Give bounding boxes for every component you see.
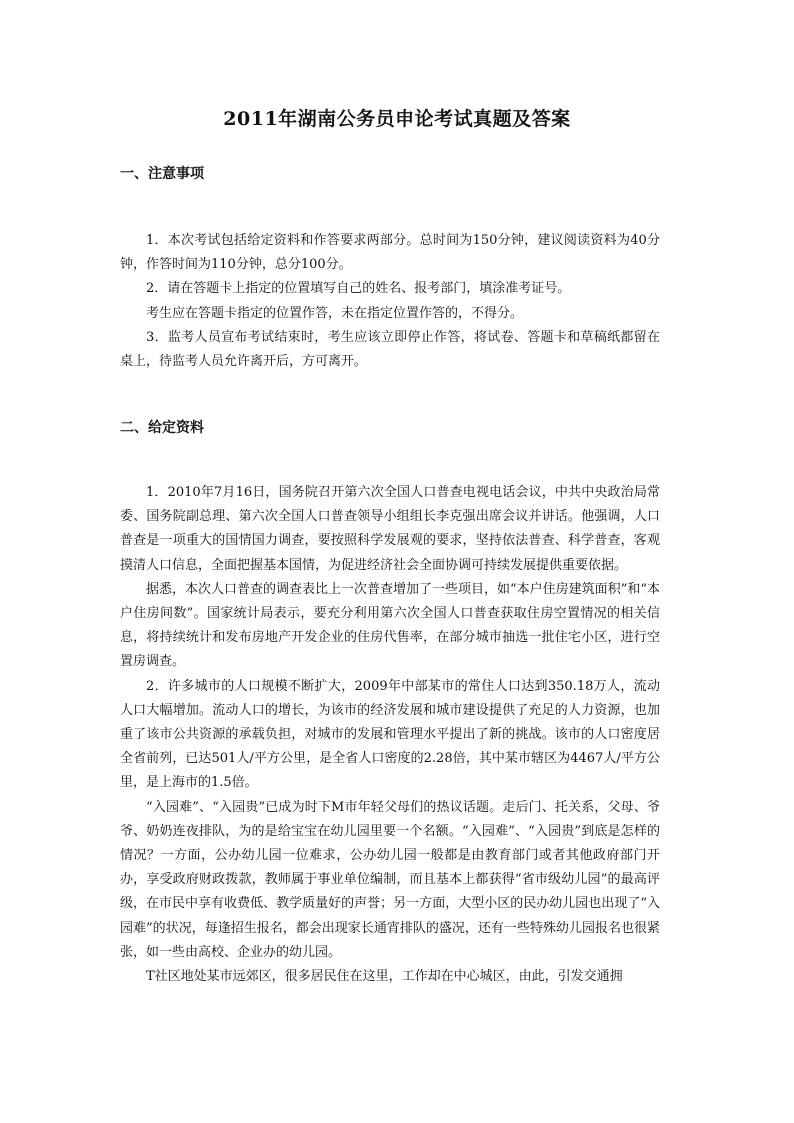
paragraph: 1．2010年7月16日，国务院召开第六次全国人口普查电视电话会议，中共中央政治局常委、国务院副总理、第六次全国人口普查领导小组组长李克强出席会议并讲话。他强调，人口普查是一项重大的国情国力调查，要按照科学发展观的要求，坚持依法普查、科学普查，客观摸清人口信息，全面把握基本国情，为促进经济社会全面协调可持续发展提供重要依据。 [120, 485, 660, 573]
section-heading-notes: 一、注意事项 [120, 166, 204, 182]
notes-block [120, 229, 660, 374]
paragraph: 1．本次考试包括给定资料和作答要求两部分。总时间为150分钟，建议阅读资料为40分钟，作答时间为110分钟，总分100分。 [120, 233, 660, 273]
paragraph: T社区地处某市远郊区，很多居民住在这里，工作却在中心城区，由此，引发交通拥 [146, 969, 623, 985]
paragraph: 考生应在答题卡指定的位置作答，未在指定位置作答的，不得分。 [146, 305, 524, 321]
paragraph: 3．监考人员宣布考试结束时，考生应该立即停止作答，将试卷、答题卡和草稿纸都留在桌上，待监考人员允许离开后，方可离开。 [120, 329, 660, 370]
paragraph: 2．请在答题卡上指定的位置填写自己的姓名、报考部门，填涂准考证号。 [146, 281, 571, 297]
materials-block [120, 481, 660, 989]
section-heading-materials: 二、给定资料 [120, 420, 204, 436]
paragraph: 据悉，本次人口普查的调查表比上一次普查增加了一些项目，如“本户住房建筑面积”和“本户住房间数”。国家统计局表示，要充分利用第六次全国人口普查获取住房空置情况的相关信息，将持续统计和发布房地产开发企业的住房代售率，在部分城市抽选一批住宅小区，进行空置房调查。 [120, 581, 660, 670]
document-title: 2011年湖南公务员申论考试真题及答案 [223, 108, 571, 130]
paragraph: “入园难”、“入园贵”已成为时下M市年轻父母们的热议话题。走后门、托关系，父母、爷爷、奶奶连夜排队，为的是给宝宝在幼儿园里要一个名额。“入园难”、“入园贵”到底是怎样的情况？一方面，公办幼儿园一位难求，公办幼儿园一般都是由教育部门或者其他政府部门开办，享受政府财政拨款，教师属于事业单位编制，而且基本上都获得“省市级幼儿园”的最高评级，在市民中享有收费低、教学质量好的声誉；另一方面，大型小区的民办幼儿园也出现了“入园难”的状况，每逢招生报名，都会出现家长通宵排队的盛况，还有一些特殊幼儿园报名也很紧张，如一些由高校、企业办的幼儿园。 [120, 799, 660, 960]
paragraph: 2．许多城市的人口规模不断扩大，2009年中部某市的常住人口达到350.18万人，流动人口大幅增加。流动人口的增长，为该市的经济发展和城市建设提供了充足的人力资源，也加重了该市公共资源的承载负担，对城市的发展和管理水平提出了新的挑战。该市的人口密度居全省前列，已达501人/平方公里，是全省人口密度的2.28倍，其中某市辖区为4467人/平方公里，是上海市的1.5倍。 [120, 678, 660, 791]
